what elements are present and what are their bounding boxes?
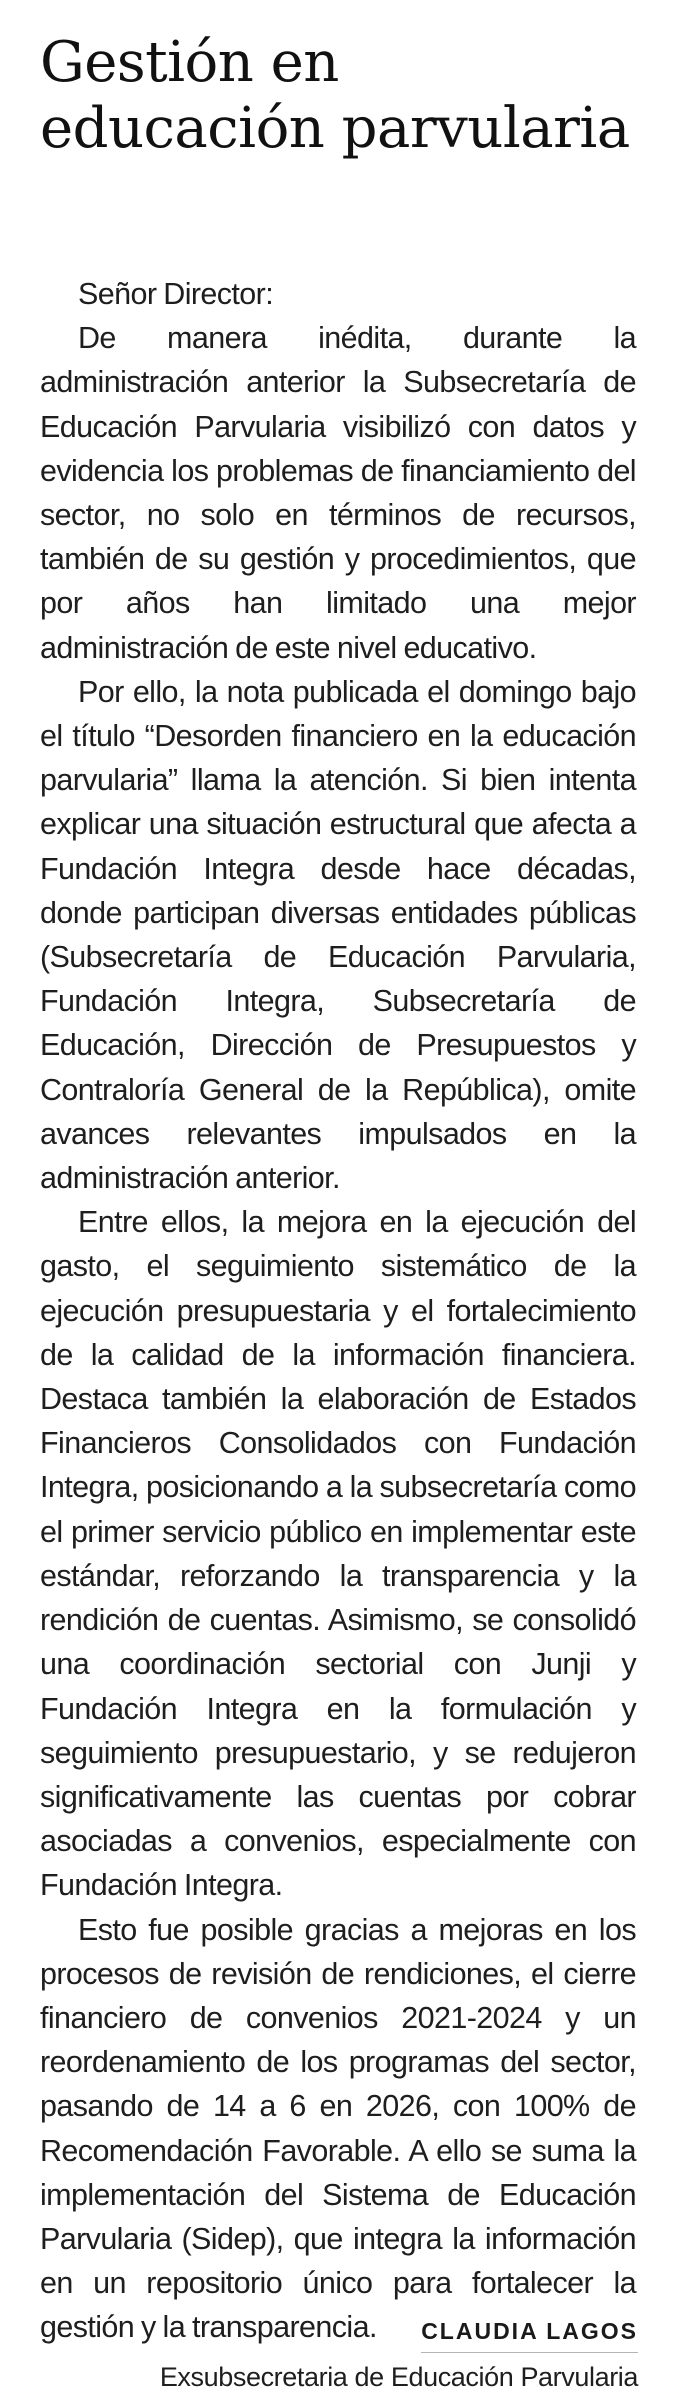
paragraph-4: Esto fue posible gracias a mejoras en los procesos de revisión de rendiciones, el cierre financiero de convenios 2021-2024 y un reordenamiento de los programas del sector, pasando de 14 a 6 en 2026, con 100% de Recomendación Favorable. A ello se suma la implementación del Sistema de Educación Parvularia (Sidep), que integra la información en un repositorio único para fortalecer la gestión y la transparencia.	[40, 1912, 636, 2345]
headline	[40, 30, 636, 162]
paragraph-3: Entre ellos, la mejora en la ejecución del gasto, el seguimiento sistemático de la ejecución presupuestaria y el fortalecimiento de la calidad de la información financiera. Destaca también la elaboración de Estados Financieros Consolidados con Fundación Integra, posicionando a la subsecretaría como el primer servicio público en implementar este estándar, reforzando la transparencia y la rendición de cuentas. Asimismo, se consolidó una coordinación sectorial con Junji y Fundación Integra en la formulación y seguimiento presupuestario, y se redujeron significativamente las cuentas por cobrar asociadas a convenios, especialmente con Fundación Integra.	[40, 1205, 636, 1903]
letter-article	[40, 30, 636, 2350]
paragraph-1: De manera inédita, durante la administración anterior la Subsecretaría de Educación Parvularia visibilizó con datos y evidencia los problemas de financiamiento del sector, no solo en términos de recursos, también de su gestión y procedimientos, que por años han limitado una mejor administración de este nivel educativo.	[40, 321, 636, 665]
author-role: Exsubsecretaria de Educación Parvularia	[159, 2362, 638, 2392]
salutation: Señor Director:	[78, 277, 274, 311]
author-name: CLAUDIA LAGOS	[421, 2316, 638, 2353]
paragraph-2: Por ello, la nota publicada el domingo bajo el título “Desorden financiero en la educación parvularia” llama la atención. Si bien intenta explicar una situación estructural que afecta a Fundación Integra desde hace décadas, donde participan diversas entidades públicas (Subsecretaría de Educación Parvularia, Fundación Integra, Subsecretaría de Educación, Dirección de Presupuestos y Contraloría General de la República), omite avances relevantes impulsados en la administración anterior.	[40, 674, 636, 1196]
headline-line-2: educación parvularia	[40, 96, 630, 161]
letter-body	[40, 272, 636, 2350]
signature-block	[160, 2316, 638, 2395]
headline-line-1: Gestión en	[40, 30, 339, 95]
